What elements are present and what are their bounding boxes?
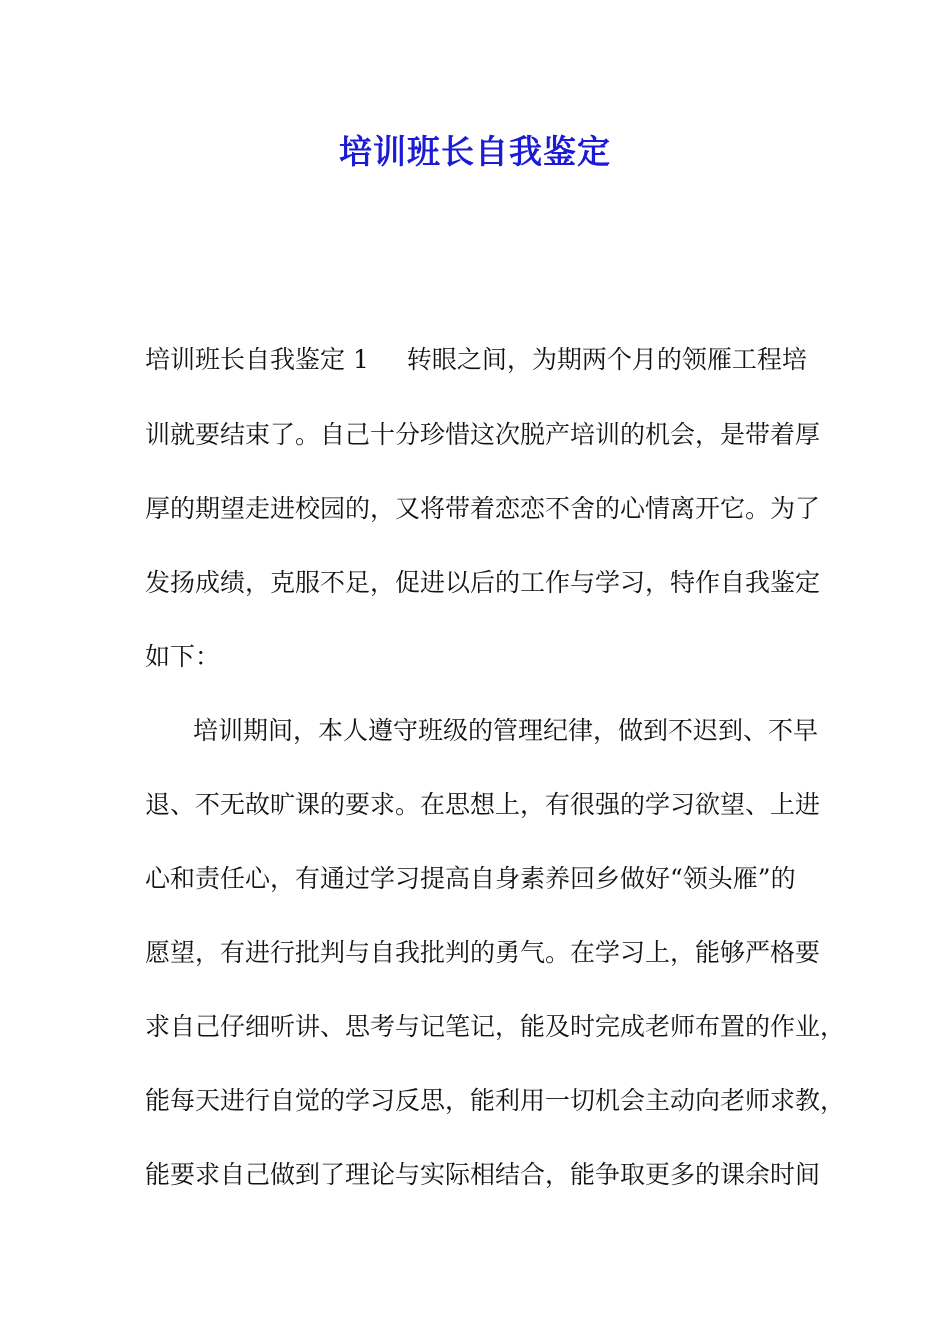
text-line-4: 发扬成绩，克服不足，促进以后的工作与学习，特作自我鉴定 [145,568,821,597]
document-title: 培训班长自我鉴定 [339,132,611,171]
text-line-8: 心和责任心，有通过学习提高自身素养回乡做好“领头雁”的 [145,864,796,893]
text-line-5: 如下： [145,642,221,671]
text-line-1 [145,340,807,380]
text-line-10: 求自己仔细听讲、思考与记笔记，能及时完成老师布置的作业， [145,1012,846,1041]
text-line-6: 培训期间，本人遵守班级的管理纪律，做到不迟到、不早 [193,716,819,745]
section-heading: 培训班长自我鉴定 1 [145,345,369,374]
line-text-0: 转眼之间，为期两个月的领雁工程培 [406,345,807,374]
text-line-12: 能要求自己做到了理论与实际相结合，能争取更多的课余时间 [145,1160,821,1189]
text-line-7: 退、不无故旷课的要求。在思想上，有很强的学习欲望、上进 [145,790,821,819]
text-line-11: 能每天进行自觉的学习反思，能利用一切机会主动向老师求教， [145,1086,846,1115]
text-line-9: 愿望，有进行批判与自我批判的勇气。在学习上，能够严格要 [145,938,821,967]
text-line-3: 厚的期望走进校园的，又将带着恋恋不舍的心情离开它。为了 [145,494,821,523]
text-line-2: 训就要结束了。自己十分珍惜这次脱产培训的机会，是带着厚 [145,420,821,449]
